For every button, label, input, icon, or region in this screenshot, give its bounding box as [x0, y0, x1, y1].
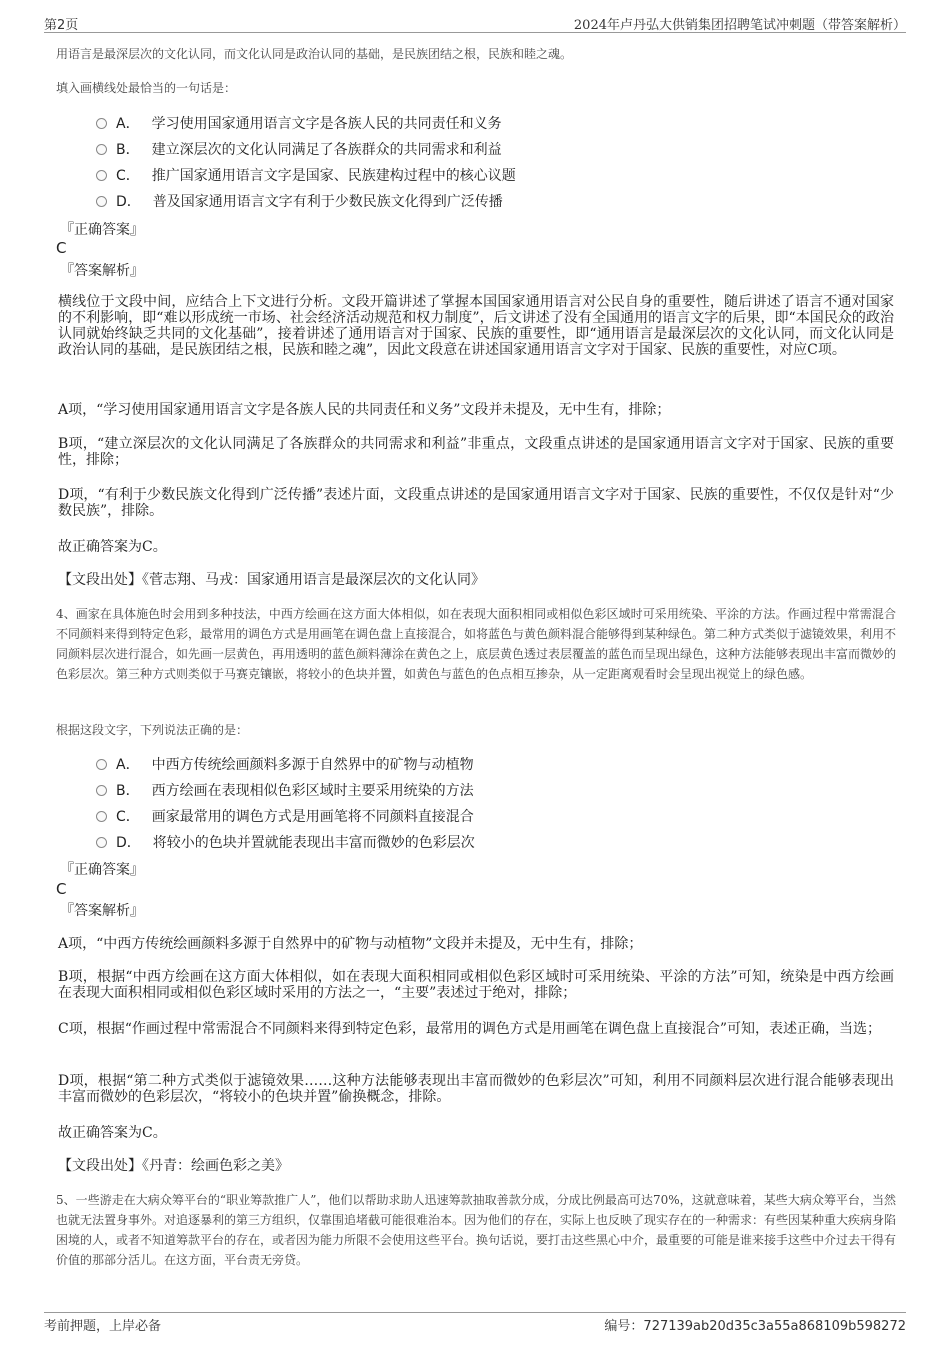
page-footer [44, 1312, 906, 1333]
radio-icon[interactable] [96, 196, 107, 207]
q3-option-d[interactable]: D． 普及国家通用语言文字有利于少数民族文化得到广泛传播 [96, 192, 503, 212]
q4-question: 4、画家在具体施色时会用到多种技法，中西方绘画在这方面大体相似，如在表现大面积相同或相似色彩区域时可采用统染、平涂的方法。作画过程中常需混合不同颜料来得到特定色彩，最常用的调色方式是用画笔在调色盘上直接混合，如将蓝色与黄色颜料混合能够得到某种绿色。第二种方式类似于滤镜效果，利用不同颜料层次进行混合，如先画一层黄色，再用透明的蓝色颜料薄涂在黄色之上，底层黄色透过表层覆盖的蓝色而呈现出绿色，这种方法能够表现出丰富而微妙的色彩层次。第三种方式则类似于马赛克镶嵌，将较小的色块并置，如黄色与蓝色的色点相互掺杂，从一定距离观看时会呈现出视觉上的绿色感。 [56, 607, 897, 681]
q3-source: 【文段出处】《菅志翔、马戎：国家通用语言是最深层次的文化认同》 [58, 572, 485, 588]
q5-question: 5、一些游走在大病众筹平台的“职业筹款推广人”，他们以帮助求助人迅速筹款抽取善款分成，分成比例最高可达70%，这就意味着，某些大病众筹平台，当然也就无法置身事外。对追逐暴利的第三方组织，仅靠围追堵截可能很难治本。因为他们的存在，实际上也反映了现实存在的一种需求：有些因某种重大疾病身陷困境的人，或者不知道筹款平台的存在，或者因为能力所限不会使用这些平台。换句话说，要打击这些黑心中介，最重要的可能是谁来接手这些中介过去干得有价值的那部分活儿。在这方面，平台责无旁贷。 [56, 1193, 897, 1267]
q3-analysis-label: 『答案解析』 [60, 263, 144, 279]
q4-analysis-d: D项，根据“第二种方式类似于滤镜效果……这种方法能够表现出丰富而微妙的色彩层次”可知，利用不同颜料层次进行混合能够表现出丰富而微妙的色彩层次，“将较小的色块并置”偷换概念，排除。 [58, 1073, 894, 1105]
q4-answer-label: 『正确答案』 [60, 862, 144, 878]
radio-icon[interactable] [96, 759, 107, 770]
radio-icon[interactable] [96, 118, 107, 129]
radio-icon[interactable] [96, 837, 107, 848]
q4-prompt: 根据这段文字，下列说法正确的是： [56, 723, 249, 737]
q4-option-a[interactable]: A． 中西方传统绘画颜料多源于自然界中的矿物与动植物 [96, 755, 474, 775]
q3-analysis-b: B项，“建立深层次的文化认同满足了各族群众的共同需求和利益”非重点，文段重点讲述的是国家通用语言文字对于国家、民族的重要性，排除； [58, 436, 894, 468]
radio-icon[interactable] [96, 785, 107, 796]
q4-analysis-c: C项，根据“作画过程中常需混合不同颜料来得到特定色彩，最常用的调色方式是用画笔在调色盘上直接混合”可知，表述正确，当选； [58, 1021, 882, 1037]
q4-conclusion: 故正确答案为C。 [58, 1125, 167, 1141]
q3-analysis-d: D项，“有利于少数民族文化得到广泛传播”表述片面，文段重点讲述的是国家通用语言文字对于国家、民族的重要性，不仅仅是针对“少数民族”，排除。 [58, 487, 894, 519]
q4-answer: C [56, 880, 67, 898]
q3-conclusion: 故正确答案为C。 [58, 539, 167, 555]
q3-option-c[interactable]: C． 推广国家通用语言文字是国家、民族建构过程中的核心议题 [96, 166, 516, 186]
document-title: 2024年卢丹弘大供销集团招聘笔试冲刺题（带答案解析） [573, 18, 906, 33]
page-number: 第2页 [44, 18, 79, 33]
footer-slogan: 考前押题，上岸必备 [44, 1319, 162, 1334]
q4-analysis-b: B项，根据“中西方绘画在这方面大体相似，如在表现大面积相同或相似色彩区域时可采用统染、平涂的方法”可知，统染是中西方绘画在表现大面积相同或相似色彩区域时采用的方法之一，“主要”表述过于绝对，排除； [58, 969, 894, 1001]
q4-source: 【文段出处】《丹青：绘画色彩之美》 [58, 1158, 289, 1174]
q3-analysis-a: A项，“学习使用国家通用语言文字是各族人民的共同责任和义务”文段并未提及，无中生有，排除； [58, 402, 671, 418]
q3-answer-label: 『正确答案』 [60, 222, 144, 238]
q4-analysis-a: A项，“中西方传统绘画颜料多源于自然界中的矿物与动植物”文段并未提及，无中生有，排除； [58, 936, 643, 952]
radio-icon[interactable] [96, 811, 107, 822]
q3-prompt: 填入画横线处最恰当的一句话是： [56, 81, 237, 95]
radio-icon[interactable] [96, 144, 107, 155]
q3-option-b[interactable]: B． 建立深层次的文化认同满足了各族群众的共同需求和利益 [96, 140, 502, 160]
radio-icon[interactable] [96, 170, 107, 181]
page-header [44, 12, 906, 33]
q4-option-c[interactable]: C． 画家最常用的调色方式是用画笔将不同颜料直接混合 [96, 807, 474, 827]
document-id: 编号：727139ab20d35c3a55a868109b598272 [604, 1319, 906, 1334]
q4-option-d[interactable]: D． 将较小的色块并置就能表现出丰富而微妙的色彩层次 [96, 833, 475, 853]
q3-answer: C [56, 239, 67, 257]
q4-option-b[interactable]: B． 西方绘画在表现相似色彩区域时主要采用统染的方法 [96, 781, 474, 801]
q3-context-tail: 用语言是最深层次的文化认同，而文化认同是政治认同的基础，是民族团结之根，民族和睦之魂。 [56, 47, 573, 61]
q4-analysis-label: 『答案解析』 [60, 903, 144, 919]
q3-option-a[interactable]: A． 学习使用国家通用语言文字是各族人民的共同责任和义务 [96, 114, 502, 134]
q3-analysis-paragraph: 横线位于文段中间，应结合上下文进行分析。文段开篇讲述了掌握本国国家通用语言对公民自身的重要性，随后讲述了语言不通对国家的不利影响，即“难以形成统一市场、社会经济活动规范和权力制度”，后文讲述了没有全国通用的语言文字的后果，即“本国民众的政治认同就始终缺乏共同的文化基础”，接着讲述了通用语言对于国家、民族的重要性，即“通用语言是最深层次的文化认同，而文化认同是政治认同的基础，是民族团结之根，民族和睦之魂”，因此文段意在讲述国家通用语言文字对于国家、民族的重要性，对应C项。 [58, 294, 894, 358]
